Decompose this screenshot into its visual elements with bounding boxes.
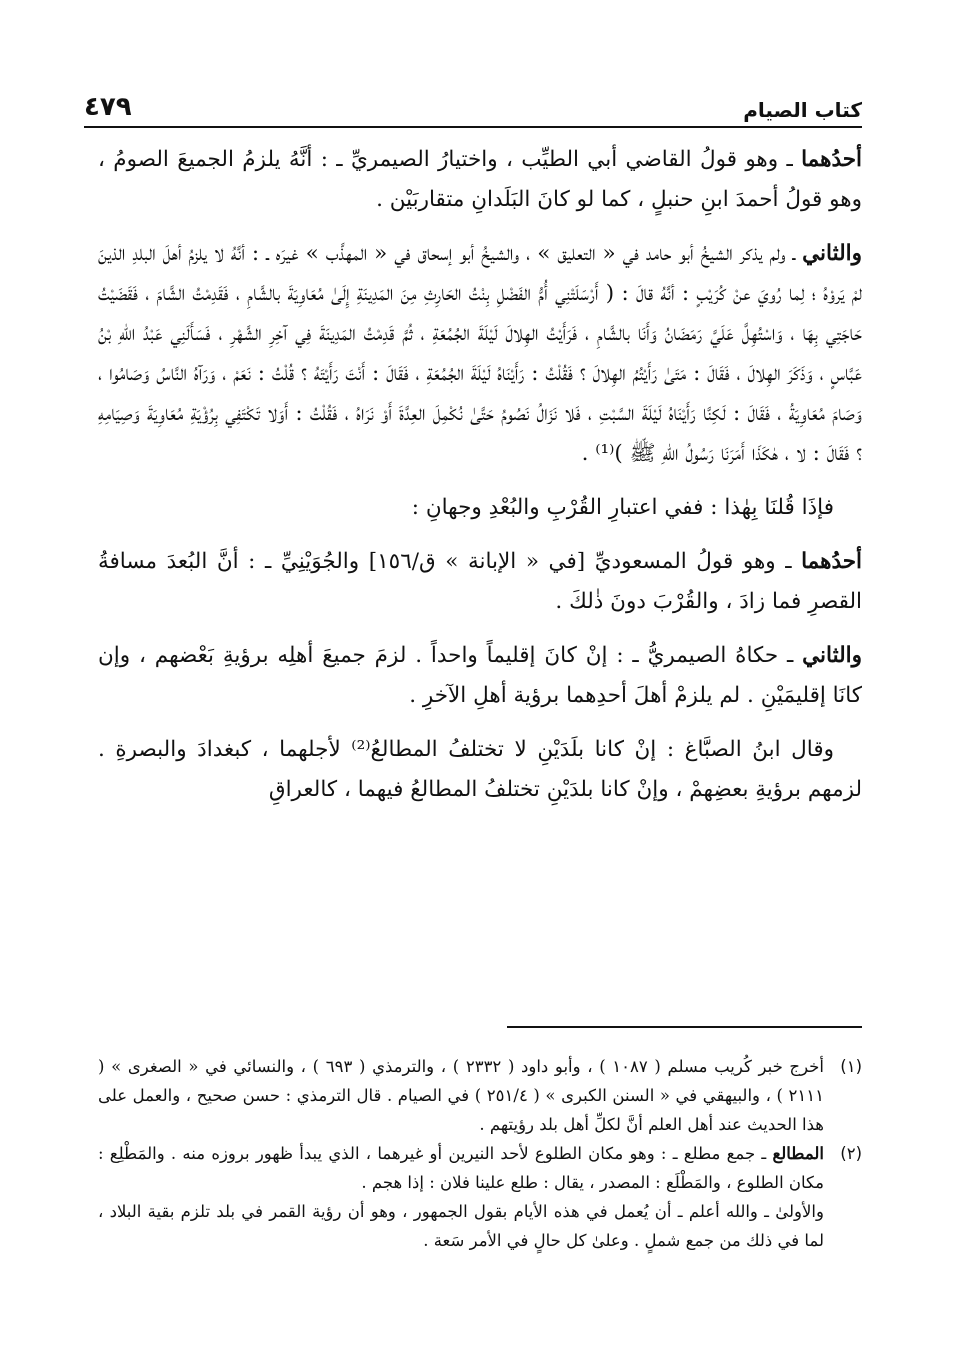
footnote-marker: (٢) xyxy=(840,1144,862,1163)
paragraph-lead: أحدُهما xyxy=(801,147,862,172)
page-number: ٤٧٩ xyxy=(84,92,132,122)
paragraph-text: ـ وهو قولُ المسعوديِّ [في « الإبانة » ق/١٥٦] والجُوَيْنِيِّ ـ : أنَّ البُعدَ مسافةُ القصرِ فما زادَ ، والقُرْبَ دونَ ذٰلكَ . xyxy=(98,549,862,614)
paragraph-lead: والثاني xyxy=(802,643,862,668)
footnote-text: أخرج خبر كُريب مسلم ( ١٠٨٧ ) ، وأبو داود ( ٢٣٣٢ ) ، والترمذي ( ٦٩٣ ) ، والنسائي في « الصغرى » ( ٢١١١ ) ، والبيهقي في « السنن الكبرى » ( ٢٥١/٤ ) في الصيام . قال الترمذي : حسن صحيح ، والعمل على هذا الحديث عند أهل العلم أنَّ لكلِّ أهل بلد رؤيتهم . xyxy=(98,1057,824,1134)
footnote-body xyxy=(98,1139,824,1197)
paragraph xyxy=(98,488,862,528)
footnote-marker: (١) xyxy=(840,1057,862,1076)
main-text xyxy=(98,140,862,824)
paragraph xyxy=(98,140,862,220)
paragraph-text: ـ ولم يذكر الشيخُ أبو حامد في « التعليق » ، والشيخُ أبو إسحاق في « المهذَّب » غيرَه ـ : أنَّهُ لا يلزمُ أهلَ البلدِ الذينَ لمْ يَروْهُ ؛ لِما رُويَ عنْ كُرَيْبٍ : أنَّهُ قالَ : ( أَرْسَلَتْنِي أُمُّ الفَضْلِ بِنْتُ الحَارِثِ مِنَ المَدِينَةِ إِلَىٰ مُعَاوِيَةَ بالشَّامِ ، فَقَدِمْتُ الشَّامَ ، فَقَضَيْتُ حَاجَتِي بِهَا ، وَاسْتُهِلَّ عَلَيَّ رَمَضَانُ وَأَنَا بالشَّامِ ، فَرَأَيْتُ الهِلالَ لَيْلَةَ الجُمُعَةِ ، ثُمَّ قَدِمْتُ المَدِينَةَ فِي آخِرِ الشَّهْرِ ، فَسَأَلَنِي عَبْدُ اللهِ بْنُ عَبَّاسٍ ، وَذَكَرَ الهِلالَ ، فَقَالَ : مَتَىٰ رَأَيْتُمُ الهِلالَ ؟ فَقُلْتُ : رَأَيْنَاهُ لَيْلَةَ الجُمُعَةِ ، فَقَالَ : أَنْتَ رَأَيْتَهُ ؟ قُلْتُ : نَعَمْ ، وَرَآهُ النَّاسُ وَصَامُوا ، وَصَامَ مُعَاوِيَةُ ، فَقَالَ : لَكِنَّا رَأَيْنَاهُ لَيْلَةَ السَّبْتِ ، فَلا نَزَالُ نَصُومُ حَتَّىٰ نُكْمِلَ العِدَّةَ أَوْ نَرَاهُ ، فَقُلْتُ : أَوَلا تَكْتَفِي بِرُؤْيَةِ مُعَاوِيَةَ وَصِيَامِهِ ؟ فَقَالَ : لا ، هٰكَذَا أَمَرَنَا رَسُولُ اللهِ ﷺ )⁽¹⁾ . xyxy=(98,241,862,466)
footnote-continuation: والأولىٰ ـ والله أعلم ـ أن يُعمل في هذه الأيام بقول الجمهور ، وهو أن رؤية القمر في بلد تلزم بقية البلاد ، لما في ذلك من جمع شملٍ . وعلىٰ كل حالٍ في الأمر سَعة . xyxy=(98,1202,824,1250)
paragraph-text: فإذَا قُلنَا بِهٰذا : ففي اعتبارِ القُرْبِ والبُعْدِ وجهانِ : xyxy=(411,495,834,520)
footnotes xyxy=(98,1052,862,1255)
paragraph-lead: أحدُهما xyxy=(801,549,862,574)
footnote xyxy=(98,1139,862,1197)
footnote xyxy=(98,1052,862,1139)
footnote-text: ـ جمع مطلع ـ : وهو مكان الطلوع لأحد النيرين أو غيرهما ، الذي يبدأ ظهور بروزه منه . والمَطْلِع : مكان الطلوع ، والمَطْلَع : المصدر ، يقال : طلع علينا فلان : إذا هجم . xyxy=(98,1144,824,1192)
running-header xyxy=(84,82,862,128)
paragraph-text: ـ حكاهُ الصيمريُّ ـ : إنْ كانَ إقليماً واحداً . لزمَ جميعَ أهلِه برؤيةِ بَعْضهم ، وإن كانَا إقليمَيْنِ . لم يلزمْ أهلَ أحدِهما برؤية أهلِ الآخرِ . xyxy=(98,643,862,708)
paragraph xyxy=(98,234,862,474)
book-title: كتاب الصيام xyxy=(743,98,862,122)
paragraph-text: ـ وهو قولُ القاضي أبي الطيِّب ، واختيارُ الصيمريِّ ـ : أنَّهُ يلزمُ الجميعَ الصومُ ، وهو قولُ أحمدَ ابنِ حنبلٍ ، كما لو كانَ البَلَدانِ متقاربَيْن . xyxy=(98,147,862,212)
paragraph xyxy=(98,730,862,810)
paragraph-text: وقال ابنُ الصبَّاغ : إنْ كانا بلَدَيْنِ لا تختلفُ المطالعُ⁽²⁾ لأجلهما ، كبغدادَ والبصرةِ . لزمهم برؤيةِ بعضِهمْ ، وإنْ كانا بلدَيْنِ تختلفُ المطالعُ فيهما ، كالعراقِ xyxy=(98,737,862,802)
paragraph xyxy=(98,636,862,716)
paragraph-lead: والثاني xyxy=(802,241,862,266)
paragraph xyxy=(98,542,862,622)
footnote-divider xyxy=(507,1026,862,1028)
footnote-lead: المطالع xyxy=(772,1144,824,1163)
